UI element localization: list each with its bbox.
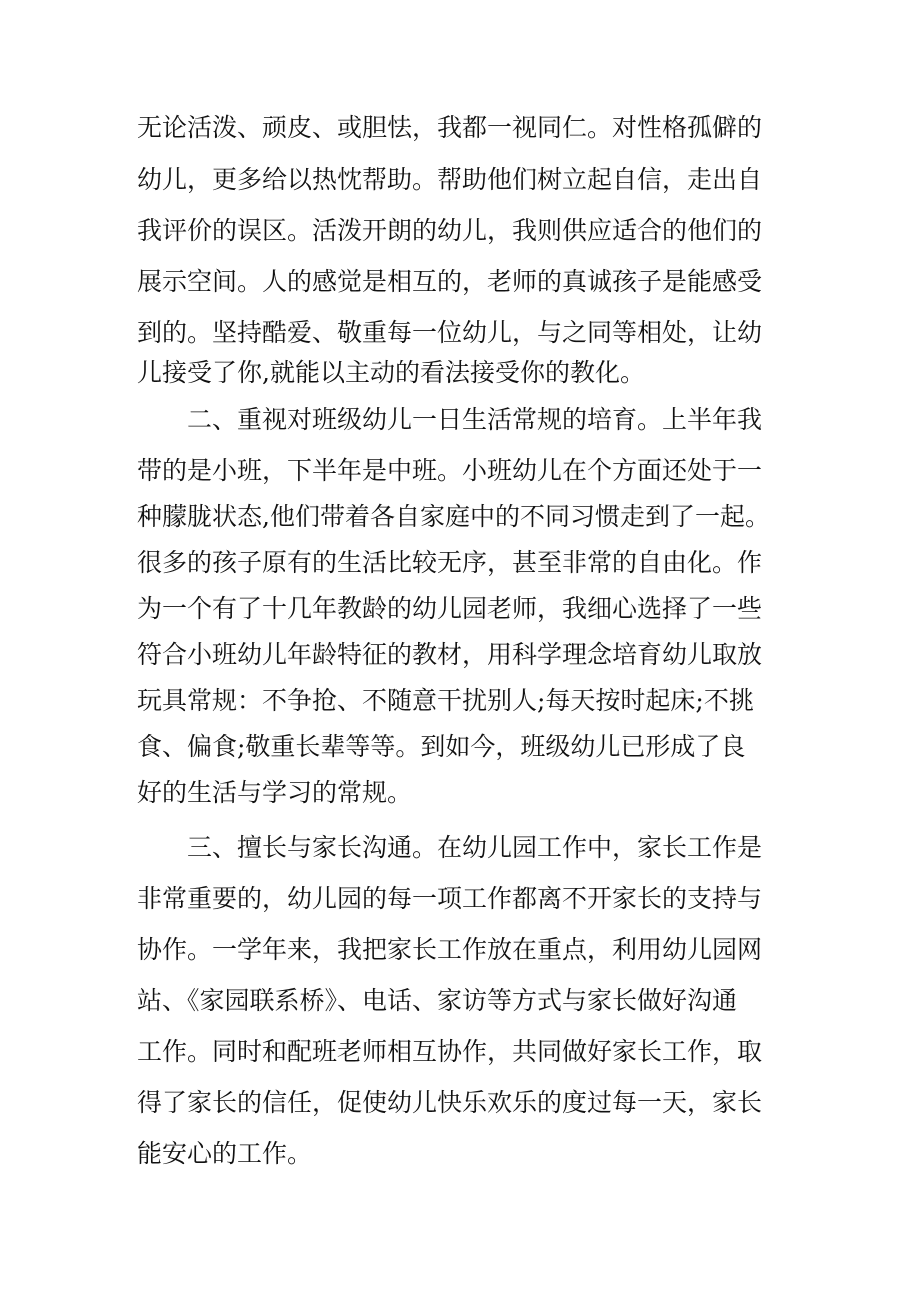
paragraph-heading-line: 三、擅长与家长沟通。在幼儿园工作中，家长工作是 [187, 833, 763, 862]
text-line: 无论活泼、顽皮、或胆怯，我都一视同仁。对性格孤僻的 [137, 113, 763, 142]
text-line: 玩具常规：不争抢、不随意干扰别人;每天按时起床;不挑 [137, 686, 754, 715]
text-line: 符合小班幼儿年龄特征的教材，用科学理念培育幼儿取放 [137, 640, 763, 669]
text-line: 展示空间。人的感觉是相互的，老师的真诚孩子是能感受 [137, 267, 763, 296]
text-line: 种朦胧状态,他们带着各自家庭中的不同习惯走到了一起。 [137, 502, 770, 531]
text-line: 工作。同时和配班老师相互协作，共同做好家长工作，取 [137, 1037, 763, 1066]
text-line: 站、《家园联系桥》、电话、家访等方式与家长做好沟通 [137, 986, 738, 1015]
text-line: 非常重要的，幼儿园的每一项工作都离不开家长的支持与 [137, 884, 763, 913]
text-line: 好的生活与学习的常规。 [137, 778, 413, 807]
text-line: 得了家长的信任，促使幼儿快乐欢乐的度过每一天，家长 [137, 1088, 763, 1117]
text-line: 为一个有了十几年教龄的幼儿园老师，我细心选择了一些 [137, 594, 763, 623]
text-line: 能安心的工作。 [137, 1139, 313, 1168]
text-line: 幼儿，更多给以热忱帮助。帮助他们树立起自信，走出自 [137, 165, 763, 194]
text-line: 协作。一学年来，我把家长工作放在重点，利用幼儿园网 [137, 935, 763, 964]
text-line: 我评价的误区。活泼开朗的幼儿，我则供应适合的他们的 [137, 216, 763, 245]
text-line: 带的是小班，下半年是中班。小班幼儿在个方面还处于一 [137, 456, 763, 485]
text-line: 食、偏食;敬重长辈等等。到如今，班级幼儿已形成了良 [137, 732, 746, 761]
text-line: 很多的孩子原有的生活比较无序，甚至非常的自由化。作 [137, 548, 763, 577]
paragraph-heading-line: 二、重视对班级幼儿一日生活常规的培育。上半年我 [187, 405, 763, 434]
text-line: 儿接受了你,就能以主动的看法接受你的教化。 [137, 358, 645, 387]
text-line: 到的。坚持酷爱、敬重每一位幼儿，与之同等相处，让幼 [137, 318, 763, 347]
